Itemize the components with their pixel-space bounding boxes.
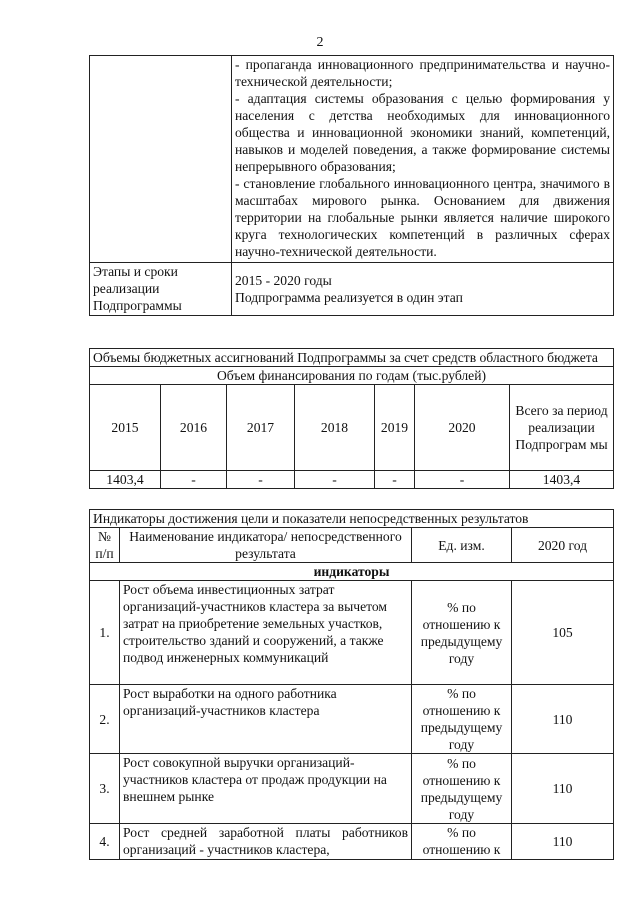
section-title: индикаторы xyxy=(90,563,614,581)
col-num-header: № п/п xyxy=(90,528,120,563)
indicator-value: 110 xyxy=(512,824,614,860)
page-number: 2 xyxy=(316,35,324,50)
budget-heading: Объемы бюджетных ассигнований Подпрограммы за счет средств областного бюджета xyxy=(90,349,614,367)
row-number: 1. xyxy=(90,581,120,685)
empty-label-cell xyxy=(90,56,232,263)
budget-value: - xyxy=(375,471,415,489)
year-header: 2015 xyxy=(90,385,161,471)
col-unit-header: Ед. изм. xyxy=(412,528,512,563)
indicators-heading: Индикаторы достижения цели и показатели непосредственных результатов xyxy=(90,510,614,528)
budget-subheading: Объем финансирования по годам (тыс.рублей) xyxy=(90,367,614,385)
row-number: 2. xyxy=(90,685,120,754)
goal-item: - пропаганда инновационного предпринимательства и научно-технической деятельности; xyxy=(235,57,610,89)
total-header: Всего за период реализации Подпрограм мы xyxy=(510,385,614,471)
goal-item: - адаптация системы образования с целью формирования у населения с детства необходимых для инновационного общества и инновационной экономики знаний, компетенций, навыков и моделей поведения, а также формирование системы непрерывного образования; xyxy=(235,91,610,174)
indicator-unit: % по отношению к xyxy=(412,824,512,860)
indicator-name: Рост средней заработной платы работников организаций - участников кластера, xyxy=(120,824,412,860)
budget-total-value: 1403,4 xyxy=(510,471,614,489)
budget-value: - xyxy=(227,471,295,489)
col-year-header: 2020 год xyxy=(512,528,614,563)
stages-years: 2015 - 2020 годы xyxy=(235,273,332,288)
indicator-name: Рост совокупной выручки организаций-участников кластера от продаж продукции на внешнем рынке xyxy=(120,754,412,824)
year-header: 2020 xyxy=(415,385,510,471)
year-header: 2018 xyxy=(295,385,375,471)
indicator-unit: % по отношению к предыдущему году xyxy=(412,581,512,685)
budget-value: 1403,4 xyxy=(90,471,161,489)
indicator-name: Рост выработки на одного работника организаций-участников кластера xyxy=(120,685,412,754)
goals-cell xyxy=(232,56,614,263)
stages-note: Подпрограмма реализуется в один этап xyxy=(235,290,463,305)
stages-label: Этапы и сроки реализации Подпрограммы xyxy=(90,263,232,316)
row-number: 3. xyxy=(90,754,120,824)
col-name-header: Наименование индикатора/ непосредственного результата xyxy=(120,528,412,563)
indicator-unit: % по отношению к предыдущему году xyxy=(412,754,512,824)
year-header: 2017 xyxy=(227,385,295,471)
indicator-name: Рост объема инвестиционных затрат организаций-участников кластера за вычетом затрат на приобретение земельных участков, строительство зданий и сооружений, а также подвод инженерных коммуникаций xyxy=(120,581,412,685)
indicator-value: 110 xyxy=(512,754,614,824)
row-number: 4. xyxy=(90,824,120,860)
program-passport-table xyxy=(89,55,614,316)
budget-value: - xyxy=(161,471,227,489)
budget-value: - xyxy=(415,471,510,489)
year-header: 2016 xyxy=(161,385,227,471)
indicator-unit: % по отношению к предыдущему году xyxy=(412,685,512,754)
stages-value xyxy=(232,263,614,316)
goal-item: - становление глобального инновационного центра, значимого в масштабах мирового рынка. Основанием для движения территории на глобальные рынки является наличие широкого круга технологических компетенций в различных сферах научно-технической деятельности. xyxy=(235,176,610,259)
year-header: 2019 xyxy=(375,385,415,471)
budget-value: - xyxy=(295,471,375,489)
budget-table xyxy=(89,348,614,489)
indicator-value: 105 xyxy=(512,581,614,685)
indicator-value: 110 xyxy=(512,685,614,754)
indicators-table xyxy=(89,509,614,860)
